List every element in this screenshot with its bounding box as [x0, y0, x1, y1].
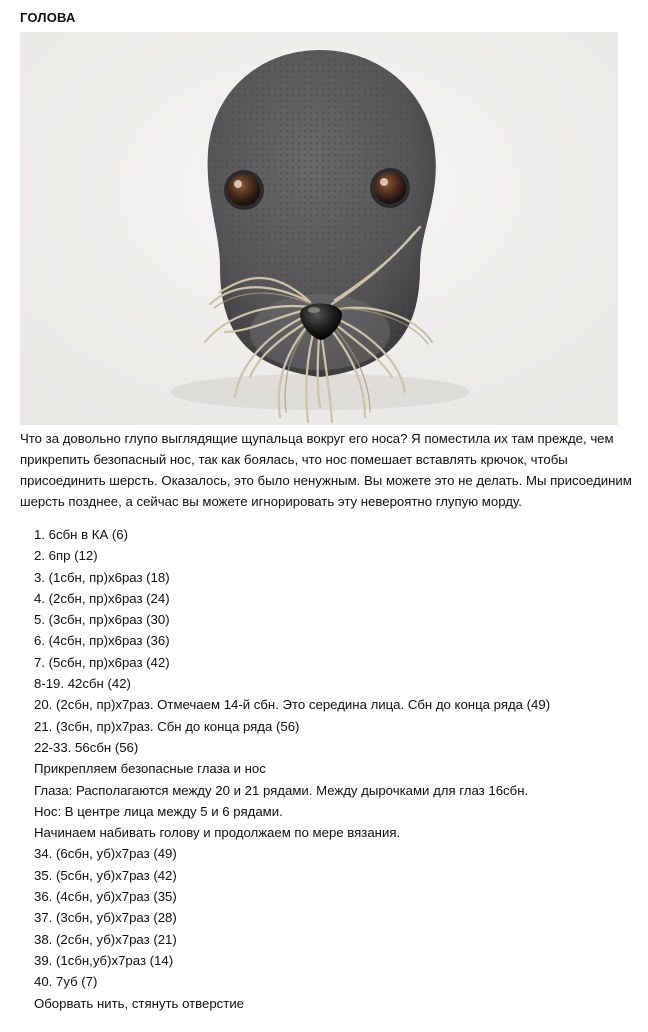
pattern-step: 20. (2сбн, пр)х7раз. Отмечаем 14-й сбн. Это середина лица. Сбн до конца ряда (49) — [34, 697, 551, 713]
pattern-step: 6. (4сбн, пр)х6раз (36) — [34, 633, 170, 649]
pattern-step: 39. (1сбн,уб)х7раз (14) — [34, 952, 174, 968]
pattern-step: 2. 6пр (12) — [34, 548, 98, 564]
intro-paragraph: Что за довольно глупо выглядящие щупальца вокруг его носа? Я поместила их там прежде, чем прикрепить безопасный нос, так как боялась, что нос помешает вставлять крючок, чтобы присоединить шерсть. Оказалось, это было ненужным. Вы можете это не делать. Мы присоединим шерсть позднее, а сейчас вы можете игнорировать эту невероятно глупую морду. — [20, 431, 632, 509]
pattern-step: Глаза: Располагаются между 20 и 21 рядами. Между дырочками для глаз 16сбн. — [34, 782, 529, 798]
pattern-step: 4. (2сбн, пр)х6раз (24) — [34, 590, 170, 606]
pattern-step: 8-19. 42сбн (42) — [34, 676, 131, 692]
pattern-step: 36. (4сбн, уб)х7раз (35) — [34, 889, 177, 905]
right-eye-icon — [370, 168, 410, 208]
pattern-step: 1. 6сбн в КА (6) — [34, 527, 129, 542]
seal-head-illustration — [20, 32, 618, 425]
pattern-step: Начинаем набивать голову и продолжаем по мере вязания. — [34, 825, 401, 841]
pattern-step: 38. (2сбн, уб)х7раз (21) — [34, 931, 177, 947]
crochet-head-photo — [20, 32, 618, 425]
pattern-step: 35. (5сбн, уб)х7раз (42) — [34, 867, 177, 883]
pattern-step: Нос: В центре лица между 5 и 6 рядами. — [34, 803, 283, 819]
pattern-step: Оборвать нить, стянуть отверстие — [34, 995, 245, 1011]
pattern-step: 40. 7уб (7) — [34, 974, 98, 990]
pattern-step: 37. (3сбн, уб)х7раз (28) — [34, 910, 177, 926]
section-title: ГОЛОВА — [20, 10, 76, 25]
pattern-step: 7. (5сбн, пр)х6раз (42) — [34, 654, 170, 670]
left-eye-icon — [224, 170, 264, 210]
pattern-step: 34. (6сбн, уб)х7раз (49) — [34, 846, 177, 862]
pattern-step: 5. (3сбн, пр)х6раз (30) — [34, 612, 170, 628]
pattern-step: 22-33. 56сбн (56) — [34, 739, 139, 755]
pattern-step: Прикрепляем безопасные глаза и нос — [34, 761, 266, 777]
pattern-steps-list — [34, 524, 634, 1014]
pattern-step: 3. (1сбн, пр)х6раз (18) — [34, 569, 170, 585]
pattern-step: 21. (3сбн, пр)х7раз. Сбн до конца ряда (56) — [34, 718, 300, 734]
